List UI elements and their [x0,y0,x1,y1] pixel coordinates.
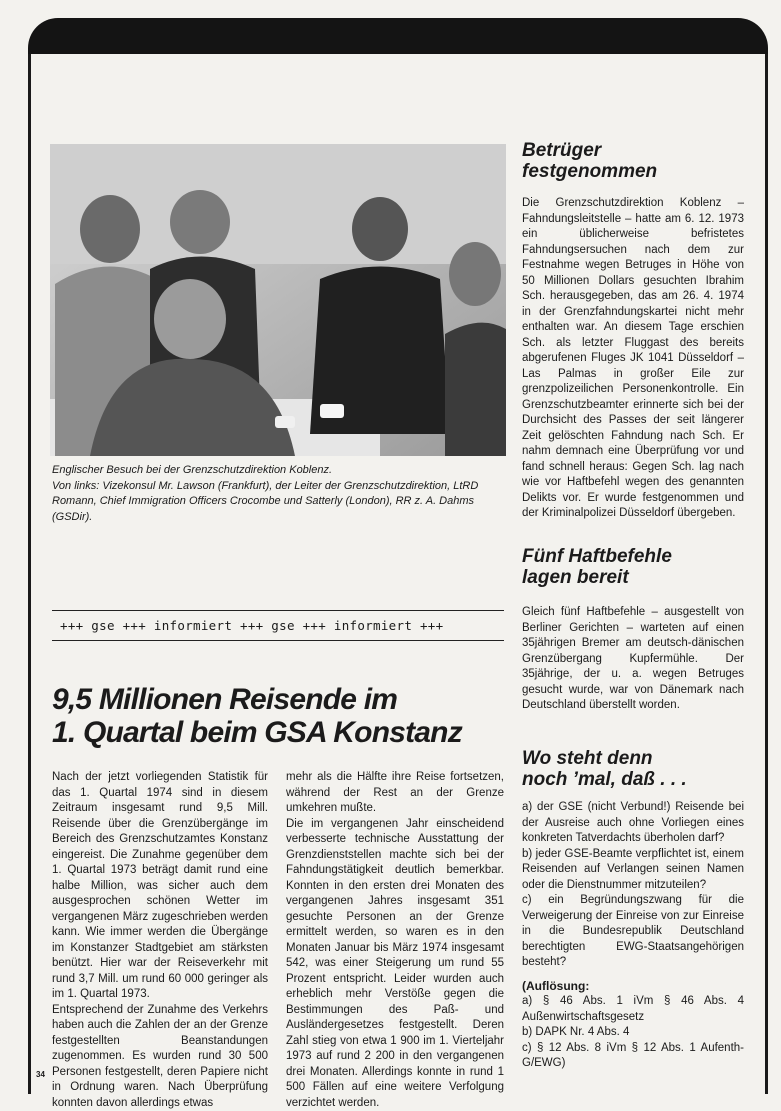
quiz-item-a: a) der GSE (nicht Verbund!) Reisende bei der Ausreise auch ohne Vorliegen eines konkreten Tatverdachts überholen darf? [522,800,744,847]
sidebar-paragraph: Die Grenzschutzdirektion Koblenz – Fahndungsleitstelle – hatte am 6. 12. 1973 ein üblicherweise befristetes Fahndungsersuchen nach dem zur Festnahme wegen Betruges in Höhe von 50 Millionen Dollars gesuchten Ibrahim Sch. herausgegeben, das am 26. 4. 1974 in der Grenzfahndungskartei nicht mehr enthalten war. An diesem Tage erschien Sch. als letzter Fluggast des bereits abgerufenen Fluges JK 1041 Düsseldorf – Las Palmas in großer Eile zur grenzpolizeilichen Personenkontrolle. Ein Grenzschutzbeamter erinnerte sich bei der Durchsicht des Passes der seit längerer Zeit gelöschten Fahndung nach Sch. Er nahm demnach eine Überprüfung vor und fand schnell heraus: Gegen Sch. lag nach wie vor Haftbefehl wegen des genannten Delikts vor. Er wurde festgenommen und der Kriminalpolizei Düsseldorf übergeben. [522,196,744,522]
caption-line-2: Von links: Vizekonsul Mr. Lawson (Frankfurt), der Leiter der Grenzschutzdirektion, LtRD Romann, Chief Immigration Officers Crocombe und Satterly (London), RR z. A. Dahms (GSDir). [52,479,512,526]
sidebar-article-3 [522,800,744,1072]
solution-b: b) DAPK Nr. 4 Abs. 4 [522,1025,744,1041]
article-paragraph: Nach der jetzt vorliegenden Statistik für das 1. Quartal 1974 sind in diesem Zeitraum insgesamt rund 9,5 Mill. Reisende über die Grenzübergänge im Bereich des Grenzschutzamtes Konstanz eingereist. Die Zunahme gegenüber dem 1. Quartal 1973 beträgt damit rund eine halbe Million, was sicher auch dem ausgesprochen schönen Wetter im vergangenen März zugeschrieben werden kann. Wie immer werden die Übergänge im Konstanzer Stadtgebiet am stärksten benützt. Hier war der Reiseverkehr mit rund 3,7 Mill. um rund 60 000 geringer als im 1. Quartal 1973. [52,770,268,1003]
info-banner: +++ gse +++ informiert +++ gse +++ informiert +++ [60,618,500,633]
photo-caption [52,463,512,525]
right-border [765,54,768,1094]
left-border [28,54,31,1094]
quiz-item-c: c) ein Begründungszwang für die Verweigerung der Einreise von zur Einreise in die Bundesrepublik Deutschland berechtigten EWG-Staatsangehörigen besteht? [522,893,744,971]
solution-c: c) § 12 Abs. 8 iVm § 12 Abs. 1 Aufenth-G/EWG) [522,1041,744,1072]
sidebar-article-1 [522,196,744,522]
sidebar-article-2 [522,605,744,714]
solution-label: (Auflösung: [522,979,744,995]
page-number: 34 [36,1070,45,1079]
caption-line-1: Englischer Besuch bei der Grenzschutzdirektion Koblenz. [52,463,512,479]
article-column-1 [52,770,268,1111]
title-line: Fünf Haftbefehle [522,546,754,567]
sidebar-paragraph: Gleich fünf Haftbefehle – ausgestellt von Berliner Gerichten – warteten auf einen 35jährigen Bremer am deutsch-dänischen Grenzübergang Kupfermühle. Der 35jährige, der u. a. wegen Betruges gesucht wurde, war von Dänemark nach Deutschland überstellt worden. [522,605,744,714]
headline-line-1: 9,5 Millionen Reisende im [52,683,514,716]
main-headline [52,683,514,749]
banner-rule-bottom [52,640,504,641]
title-line: lagen bereit [522,567,754,588]
article-column-2 [286,770,504,1111]
banner-rule-top [52,610,504,611]
article-paragraph: mehr als die Hälfte ihre Reise fortsetzen, während der Rest an der Grenze umkehren mußte. [286,770,504,817]
article-paragraph: Entsprechend der Zunahme des Verkehrs haben auch die Zahlen der an der Grenze festgestellten Beanstandungen zugenommen. Es wurden rund 30 500 Personen festgestellt, deren Papiere nicht in Ordnung waren. Nach Überprüfung konnten davon allerdings etwas [52,1003,268,1111]
header-bar [28,18,768,54]
title-line: Betrüger [522,140,754,161]
sidebar-title-2 [522,546,754,588]
sidebar-title-1 [522,140,754,182]
news-photo [50,144,506,456]
article-paragraph: Die im vergangenen Jahr einscheidend verbesserte technische Ausstattung der Grenzdienststellen machte sich bei der Fahndungstätigkeit deutlich bemerkbar. Konnten in den ersten drei Monaten des vergangenen Jahres insgesamt 351 gesuchte Personen an der Grenze ermittelt werden, so waren es in den Monaten Januar bis März 1974 insgesamt 542, was einer Steigerung um rund 55 Prozent entspricht. Leider wurden auch erheblich mehr Verstöße gegen die Bestimmungen des Paß- und Ausländergesetzes festgestellt. Deren Zahl stieg von etwa 1 900 im 1. Vierteljahr 1973 auf rund 2 200 in den vergangenen drei Monaten. Allerdings konnte in rund 1 500 Fällen auf eine weitere Verfolgung verzichtet werden. [286,817,504,1111]
title-line: noch ’mal, daß . . . [522,769,754,790]
title-line: Wo steht denn [522,748,754,769]
title-line: festgenommen [522,161,754,182]
solution-a: a) § 46 Abs. 1 iVm § 46 Abs. 4 Außenwirtschaftsgesetz [522,994,744,1025]
quiz-item-b: b) jeder GSE-Beamte verpflichtet ist, einem Reisenden auf Verlangen seinen Namen oder die Dienstnummer mitzuteilen? [522,847,744,894]
sidebar-title-3 [522,748,754,790]
headline-line-2: 1. Quartal beim GSA Konstanz [52,716,514,749]
